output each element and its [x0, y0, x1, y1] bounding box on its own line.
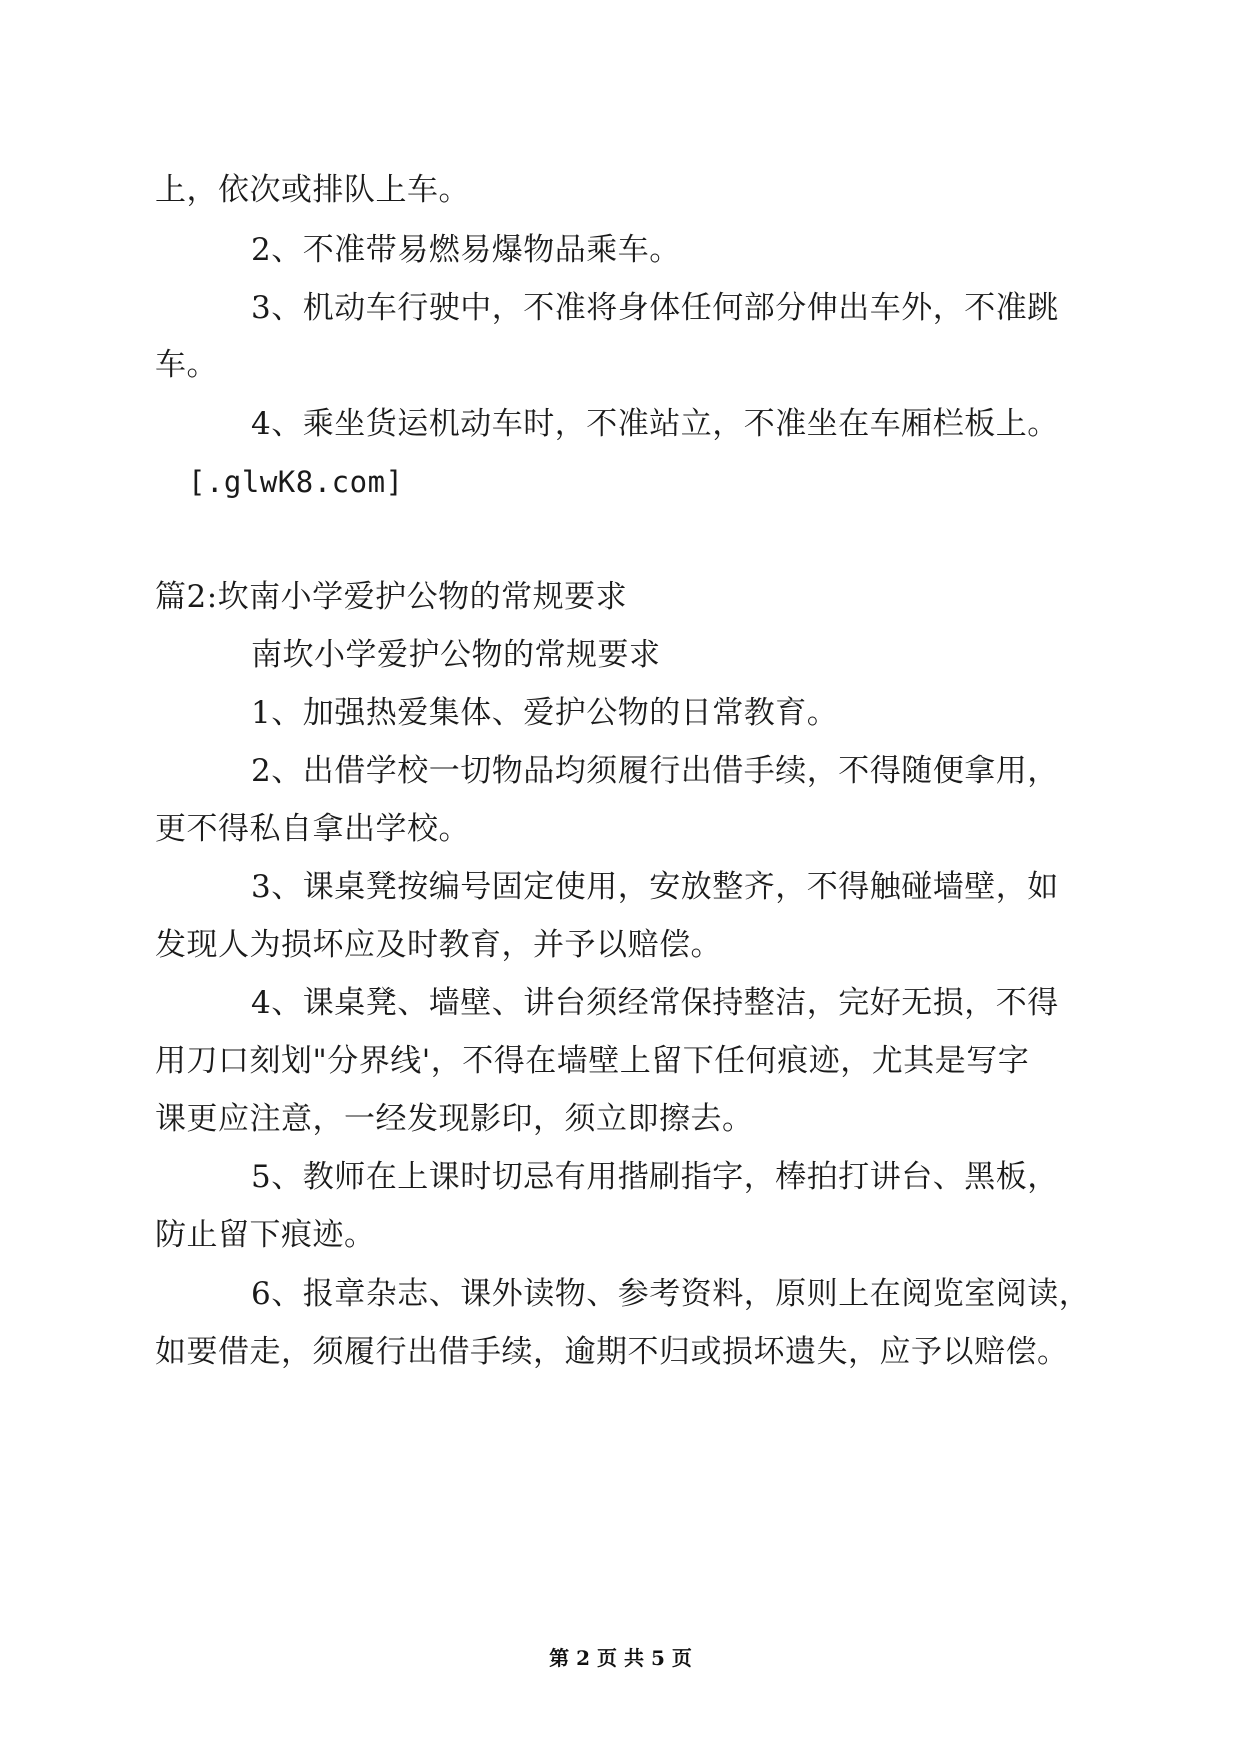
paragraph-line: 上，依次或排队上车。: [155, 172, 470, 208]
section-heading: 篇2:坎南小学爱护公物的常规要求: [155, 579, 628, 615]
paragraph-line: 5、教师在上课时切忌有用揩刷指字，棒拍打讲台、黑板，: [251, 1159, 1059, 1195]
paragraph-line: 防止留下痕迹。: [155, 1217, 376, 1253]
page-number-footer: 第 2 页 共 5 页: [549, 1646, 692, 1670]
paragraph-line: 3、机动车行驶中，不准将身体任何部分伸出车外，不准跳: [251, 290, 1059, 326]
paragraph-line: 4、课桌凳、墙壁、讲台须经常保持整洁，完好无损，不得: [251, 985, 1059, 1021]
paragraph-line: 3、课桌凳按编号固定使用，安放整齐，不得触碰墙壁，如: [251, 869, 1059, 905]
source-url-text: [.glwK8.com]: [188, 465, 404, 499]
paragraph-line: 1、加强热爱集体、爱护公物的日常教育。: [251, 695, 839, 731]
paragraph-line: 用刀口刻划"分界线'，不得在墙壁上留下任何痕迹，尤其是写字: [155, 1043, 1030, 1079]
paragraph-line: 6、报章杂志、课外读物、参考资料，原则上在阅览室阅读，: [251, 1276, 1091, 1312]
paragraph-line: 更不得私自拿出学校。: [155, 811, 470, 847]
paragraph-line: 2、不准带易燃易爆物品乘车。: [251, 232, 681, 268]
paragraph-line: 2、出借学校一切物品均须履行出借手续，不得随便拿用，: [251, 753, 1059, 789]
paragraph-line: 如要借走，须履行出借手续，逾期不归或损坏遗失，应予以赔偿。: [155, 1334, 1069, 1370]
paragraph-line: 4、乘坐货运机动车时，不准站立，不准坐在车厢栏板上。: [251, 406, 1059, 442]
paragraph-line: 车。: [155, 347, 218, 383]
paragraph-line: 发现人为损坏应及时教育，并予以赔偿。: [155, 927, 722, 963]
section-subtitle: 南坎小学爱护公物的常规要求: [251, 637, 661, 673]
paragraph-line: 课更应注意，一经发现影印，须立即擦去。: [155, 1101, 754, 1137]
